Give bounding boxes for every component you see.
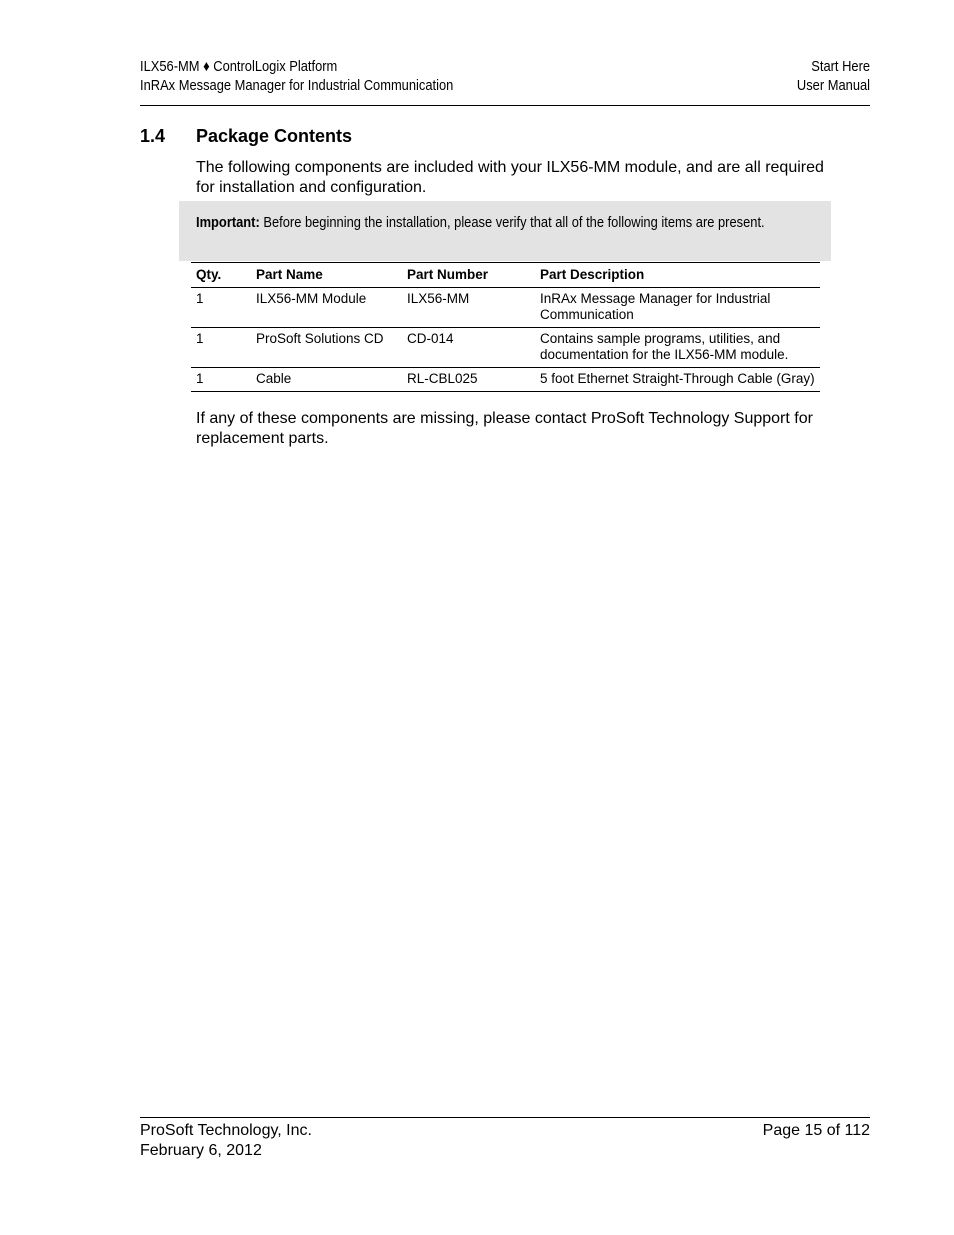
table-row	[191, 328, 820, 368]
page-header	[140, 57, 870, 106]
cell-part-name: ILX56-MM Module	[251, 288, 402, 328]
header-product-subtitle: InRAx Message Manager for Industrial Communication	[140, 77, 454, 94]
footer-right	[763, 1121, 870, 1141]
section-title: Package Contents	[196, 126, 353, 146]
col-header-part-name: Part Name	[251, 263, 402, 288]
package-contents-table	[191, 262, 820, 392]
cell-part-name: ProSoft Solutions CD	[251, 328, 402, 368]
cell-part-number: RL-CBL025	[402, 368, 535, 392]
footer-company: ProSoft Technology, Inc.	[140, 1122, 312, 1139]
footer-date: February 6, 2012	[140, 1141, 262, 1159]
col-header-qty: Qty.	[191, 263, 251, 288]
page-number: Page 15 of 112	[762, 1122, 870, 1139]
cell-part-description: Contains sample programs, utilities, and documentation for the ILX56-MM module.	[535, 328, 820, 368]
cell-part-number: ILX56-MM	[402, 288, 535, 328]
cell-qty: 1	[191, 288, 251, 328]
important-note	[179, 201, 831, 261]
header-right	[797, 57, 870, 95]
col-header-part-description: Part Description	[535, 263, 820, 288]
page-footer	[140, 1117, 870, 1159]
intro-paragraph: The following components are included with your ILX56-MM module, and are all required for installation and configuration.	[196, 159, 824, 196]
table-header-row	[191, 263, 820, 288]
header-chapter: Start Here	[811, 58, 870, 75]
note-text: Before beginning the installation, please verify that all of the following items are present.	[259, 214, 765, 231]
table-row	[191, 288, 820, 328]
cell-part-description: 5 foot Ethernet Straight-Through Cable (Gray)	[535, 368, 820, 392]
outro-paragraph: If any of these components are missing, please contact ProSoft Technology Support for replacement parts.	[196, 410, 813, 447]
cell-part-name: Cable	[251, 368, 402, 392]
col-header-part-number: Part Number	[402, 263, 535, 288]
cell-part-number: CD-014	[402, 328, 535, 368]
header-doc-type: User Manual	[796, 77, 870, 94]
note-label: Important:	[196, 214, 260, 231]
section-number: 1.4	[140, 126, 166, 146]
header-left	[140, 57, 453, 95]
cell-part-description: InRAx Message Manager for Industrial Communication	[535, 288, 820, 328]
footer-left	[140, 1121, 312, 1160]
header-product-line: ILX56-MM ♦ ControlLogix Platform	[140, 58, 338, 75]
cell-qty: 1	[191, 368, 251, 392]
table-row	[191, 368, 820, 392]
cell-qty: 1	[191, 328, 251, 368]
